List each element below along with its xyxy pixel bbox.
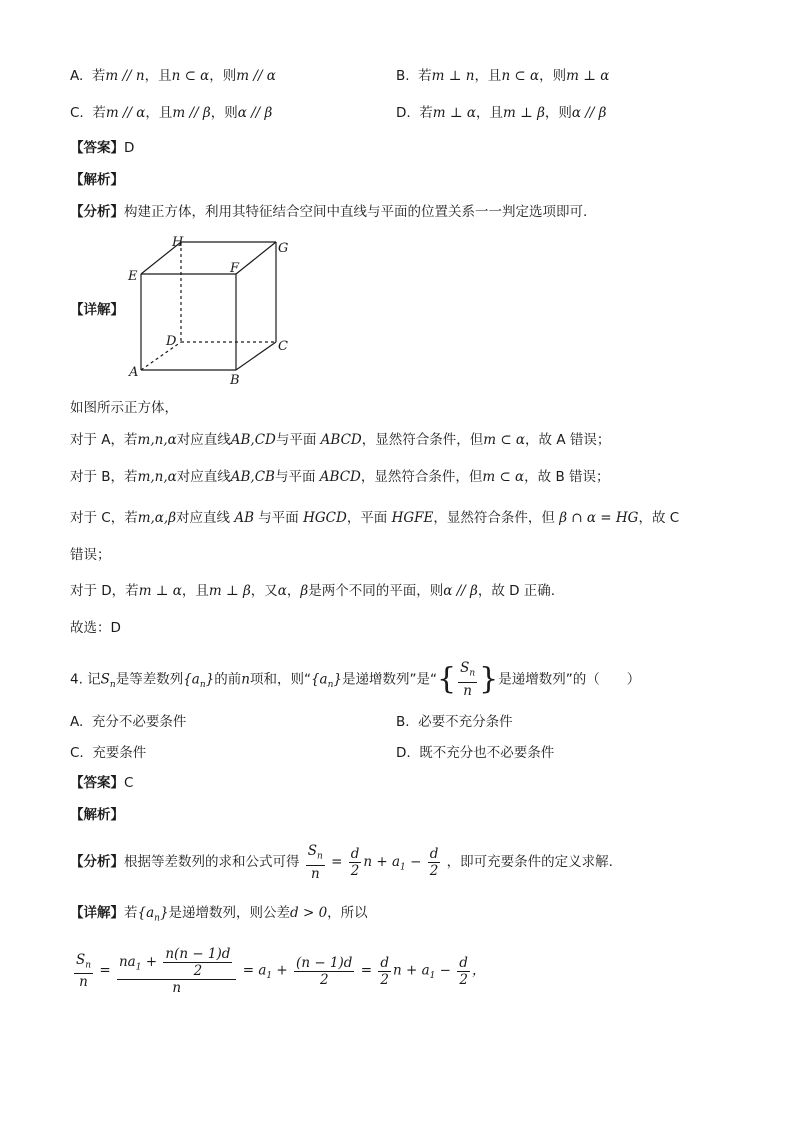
q4-option-d: D. 既不充分也不必要条件 <box>396 745 555 761</box>
label-h: H <box>172 235 184 250</box>
q4-jiexi: 【解析】 <box>70 807 124 823</box>
q3-solution-b: 对于 B，若m,n,α对应直线AB,CB与平面 ABCD，显然符合条件，但m ⊂ α，故 B 错误； <box>70 469 610 485</box>
edge-fg <box>236 242 276 274</box>
q3-solution-intro: 如图所示正方体， <box>70 400 178 416</box>
q4-option-b: B. 必要不充分条件 <box>396 714 513 730</box>
q4-option-c: C. 充要条件 <box>70 745 147 761</box>
q3-option-a: A. 若m // n，且n ⊂ α，则m // α <box>70 68 276 84</box>
q3-solution-a: 对于 A，若m,n,α对应直线AB,CD与平面 ABCD，显然符合条件，但m ⊂ α，故 A 错误； <box>70 432 611 448</box>
label-d: D <box>166 334 177 349</box>
cube-figure <box>126 232 296 392</box>
sn-over-n-fraction: $\frac{S_n}{n}$ <box>460 660 476 699</box>
q3-answer: 【答案】D <box>70 140 135 156</box>
right-brace-icon: } <box>479 661 499 697</box>
label-g: G <box>278 241 289 256</box>
label-b: B <box>230 373 240 388</box>
q3-option-d: D. 若m ⊥ α，且m ⊥ β，则α // β <box>396 105 607 121</box>
q3-option-b: B. 若m ⊥ n，且n ⊂ α，则m ⊥ α <box>396 68 610 84</box>
formula-analysis: $\frac{S_n}{n}$ = $\frac{d}{2}$ $n + a_1$ − $\frac{d}{2}$ <box>307 843 439 882</box>
q3-solution-c-cont: 错误； <box>70 547 111 563</box>
formula-derivation: $\frac{S_n}{n}$ = $na_1$ + $\frac{n(n - 1)d}{2}$ n = $a_1$ + $\frac{(n - 1)d}{2}$ = $\frac{d}{2}$ $n + a_1$ − $\frac{d}{2}$ ， <box>76 946 486 996</box>
q4-option-a: A. 充分不必要条件 <box>70 714 187 730</box>
q4-stem: 4. 记$S_n$是等差数列$\{a_n\}$的前n项和，则“$\{a_n\}$是递增数列”是“{ $\frac{S_n}{n}$ }是递增数列”的（ ） <box>70 660 641 699</box>
q3-jiexi: 【解析】 <box>70 172 124 188</box>
q4-analysis: 【分析】根据等差数列的求和公式可得 $\frac{S_n}{n}$ = $\frac{d}{2}$ $n + a_1$ − $\frac{d}{2}$ ，即可充要条件的定义求解. <box>70 843 613 882</box>
q3-analysis: 【分析】构建正方体，利用其特征结合空间中直线与平面的位置关系一一判定选项即可. <box>70 204 588 220</box>
q3-solution-d: 对于 D，若m ⊥ α，且m ⊥ β，又α，β是两个不同的平面，则α // β，故 D 正确. <box>70 583 556 599</box>
label-c: C <box>278 339 288 354</box>
label-f: F <box>230 261 240 276</box>
q4-detail: 【详解】若$\{a_n\}$是递增数列，则公差d > 0，所以 <box>70 905 368 924</box>
q3-conclusion: 故选：D <box>70 620 121 636</box>
q3-option-c: C. 若m // α，且m // β，则α // β <box>70 105 273 121</box>
left-brace-icon: { <box>436 661 457 697</box>
q4-answer: 【答案】C <box>70 775 134 791</box>
edge-bc <box>236 342 276 370</box>
label-e: E <box>128 269 138 284</box>
q3-solution-c: 对于 C，若m,α,β对应直线 AB 与平面 HGCD，平面 HGFE，显然符合条件，但 β ∩ α = HG，故 C <box>70 510 680 526</box>
label-a: A <box>129 365 139 380</box>
q3-detail-tag: 【详解】 <box>70 302 124 318</box>
